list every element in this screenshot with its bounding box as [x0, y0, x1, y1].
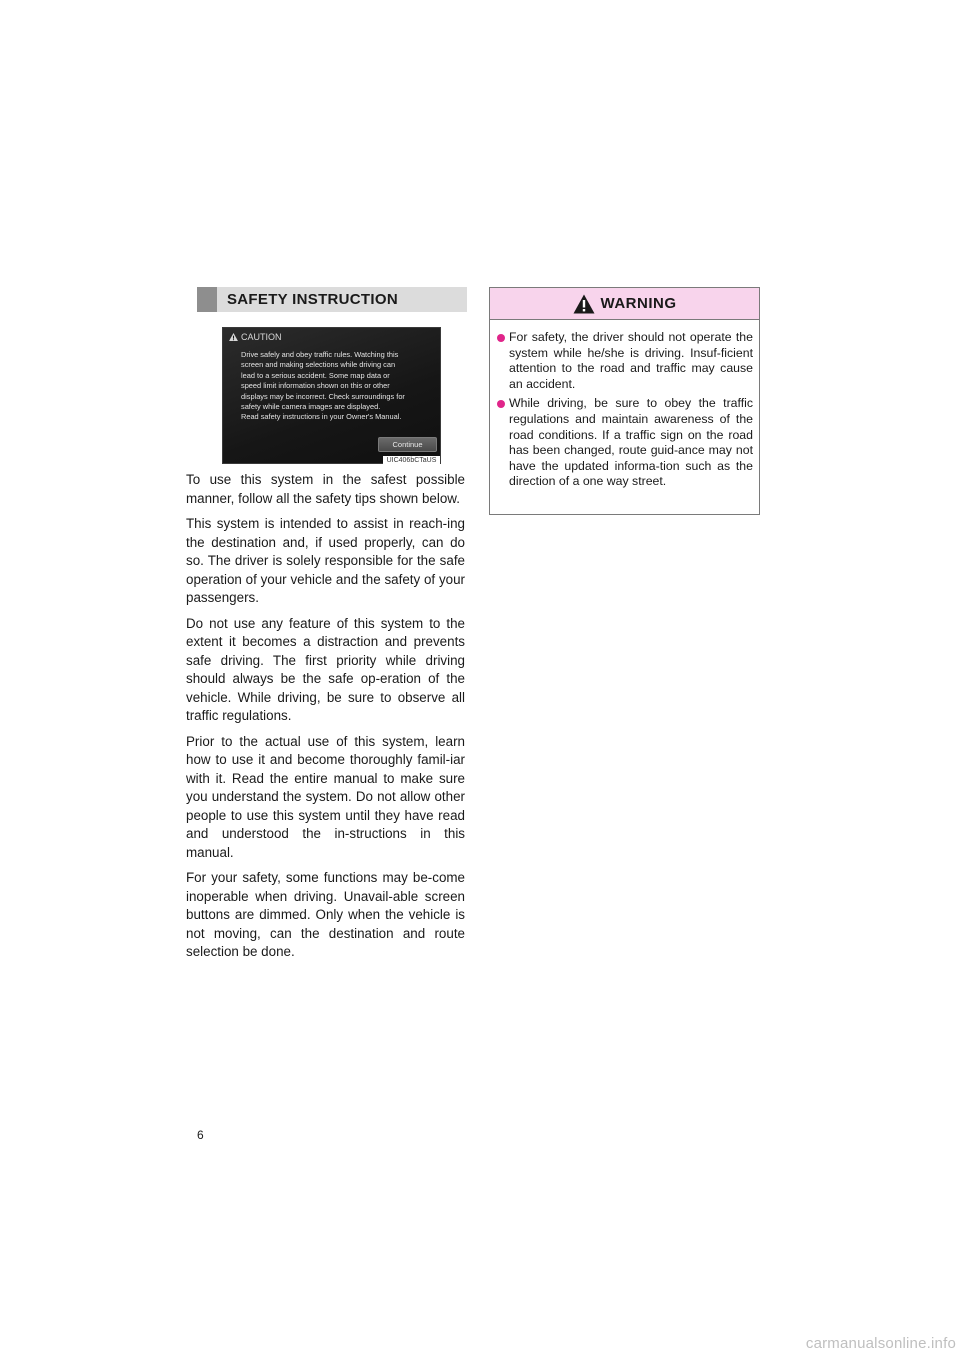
section-title: SAFETY INSTRUCTION	[227, 291, 398, 308]
warning-title: WARNING	[600, 295, 677, 312]
caution-message	[241, 350, 437, 423]
warning-item	[497, 330, 753, 392]
caution-line: lead to a serious accident. Some map data or	[241, 370, 390, 380]
section-header	[197, 287, 467, 312]
warning-item-text: While driving, be sure to obey the traffic regulations and maintain awareness of the road conditions. If a traffic sign on the road has been changed, route guid-ance may not have the updated informa-tion such as the direction of a one way street.	[509, 396, 753, 489]
caution-header	[229, 332, 282, 342]
warning-triangle-icon	[229, 333, 238, 341]
watermark: carmanualsonline.info	[805, 1335, 956, 1352]
caution-line: safety while camera images are displayed.	[241, 402, 381, 412]
caution-screen-image	[222, 327, 441, 464]
warning-box	[489, 287, 760, 515]
warning-item-text: For safety, the driver should not operate the system while he/she is driving. Insuf-ficient attention to the road and traffic may cause an accident.	[509, 330, 753, 391]
caution-line: Drive safely and obey traffic rules. Watching this	[241, 350, 399, 359]
image-id-label: UIC406bCTaUS	[383, 456, 440, 466]
section-tab-marker	[197, 287, 217, 312]
continue-button: Continue	[378, 437, 437, 452]
paragraph: Do not use any feature of this system to the extent it becomes a distraction and prevents safe driving. The first priority while driving should always be the safe op-eration of the vehicle. While driving, be sure to observe all traffic regulations.	[186, 615, 465, 723]
warning-header	[490, 288, 759, 320]
bullet-icon	[497, 400, 505, 408]
caution-label: CAUTION	[241, 332, 282, 342]
caution-line: Read safety instructions in your Owner's Manual.	[241, 412, 402, 422]
paragraph: To use this system in the safest possible manner, follow all the safety tips shown below.	[186, 472, 465, 506]
warning-triangle-icon	[573, 294, 595, 314]
warning-item	[497, 396, 753, 490]
paragraph: Prior to the actual use of this system, learn how to use it and become thoroughly famil-iar with it. Read the entire manual to make sure you understand the system. Do not allow other people to use this system until they have read and understood the in-structions in this manual.	[186, 733, 465, 860]
paragraph: This system is intended to assist in reach-ing the destination and, if used properly, can do so. The driver is solely responsible for the safe operation of your vehicle and the safety of your passengers.	[186, 516, 465, 605]
paragraph: For your safety, some functions may be-come inoperable when driving. Unavail-able screen buttons are dimmed. Only when the vehicle is not moving, can the destination and route selection be done.	[186, 870, 465, 959]
caution-line: speed limit information shown on this or other	[241, 381, 390, 391]
page-number: 6	[197, 1128, 204, 1142]
body-text	[186, 471, 465, 969]
bullet-icon	[497, 334, 505, 342]
caution-line: screen and making selections while driving can	[241, 360, 396, 370]
caution-line: displays may be incorrect. Check surroundings for	[241, 391, 405, 401]
warning-list	[490, 320, 759, 490]
